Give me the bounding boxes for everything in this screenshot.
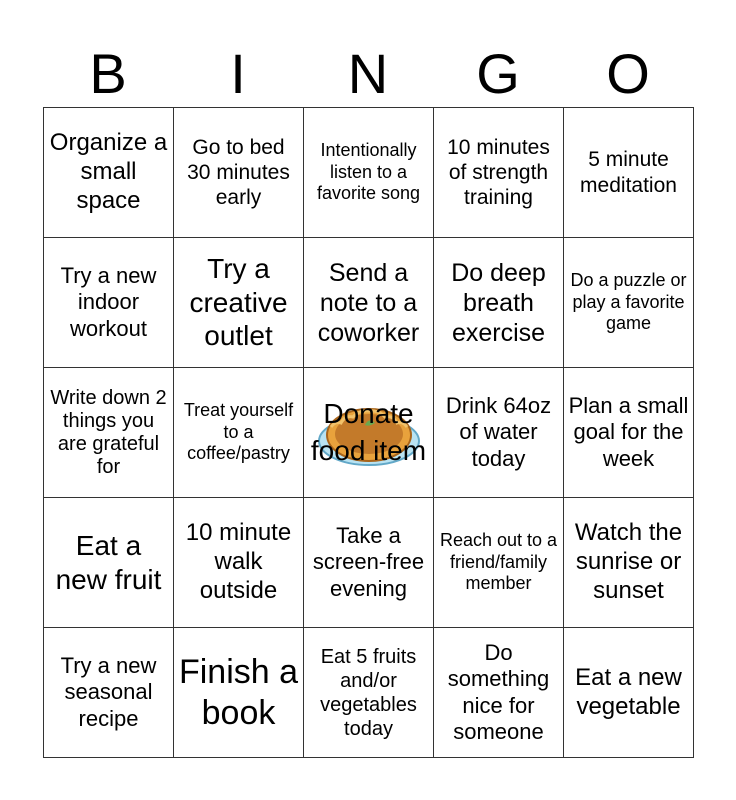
cell-text: Plan a small goal for the week (568, 392, 689, 471)
bingo-header (43, 40, 693, 108)
bingo-cell-r1c3[interactable] (304, 108, 434, 238)
cell-text: Take a screen-free evening (312, 522, 425, 601)
cell-text: Intentionally listen to a favorite song (316, 140, 421, 204)
bingo-cell-r1c1[interactable] (44, 108, 174, 238)
bingo-cell-r1c5[interactable] (564, 108, 694, 238)
cell-text: 5 minute meditation (580, 148, 677, 197)
board-row-3 (44, 368, 694, 498)
cell-text: Eat a new vegetable (575, 663, 682, 720)
cell-text: Try a new seasonal recipe (60, 652, 157, 731)
bingo-board (43, 107, 694, 758)
cell-text: Organize a small space (49, 129, 168, 214)
cell-text: Drink 64oz of water today (445, 392, 552, 471)
cell-text: Try a creative outlet (189, 253, 288, 352)
cell-text: Watch the sunrise or sunset (574, 519, 683, 604)
bingo-cell-r3c1[interactable] (44, 368, 174, 498)
bingo-cell-r2c5[interactable] (564, 238, 694, 368)
header-letter-b: B (89, 42, 127, 105)
cell-text: 10 minutes of strength training (447, 135, 550, 210)
cell-text: Write down 2 things you are grateful for (50, 386, 167, 478)
bingo-cell-r4c5[interactable] (564, 498, 694, 628)
cell-text: Send a note to a coworker (317, 258, 420, 347)
bingo-cell-r1c4[interactable] (434, 108, 564, 238)
header-letter-i: I (230, 42, 246, 105)
bingo-cell-free[interactable] (304, 368, 434, 498)
bingo-cell-r2c4[interactable] (434, 238, 564, 368)
bingo-cell-r5c4[interactable] (434, 628, 564, 758)
header-letter-g: G (476, 42, 520, 105)
cell-text: Treat yourself to a coffee/pastry (183, 400, 294, 464)
cell-text: Eat a new fruit (55, 529, 162, 595)
bingo-cell-r4c2[interactable] (174, 498, 304, 628)
header-letter-n: N (347, 42, 389, 105)
bingo-cell-r4c4[interactable] (434, 498, 564, 628)
bingo-cell-r4c3[interactable] (304, 498, 434, 628)
bingo-cell-r5c5[interactable] (564, 628, 694, 758)
cell-text: 10 minute walk outside (185, 519, 292, 604)
bingo-cell-r5c2[interactable] (174, 628, 304, 758)
bingo-cell-r2c3[interactable] (304, 238, 434, 368)
bingo-cell-r5c3[interactable] (304, 628, 434, 758)
bingo-cell-r3c2[interactable] (174, 368, 304, 498)
cell-text: Eat 5 fruits and/or vegetables today (320, 645, 417, 740)
board-row-1 (44, 108, 694, 238)
cell-text: Do a puzzle or play a favorite game (570, 270, 687, 334)
cell-text: Reach out to a friend/family member (439, 530, 558, 594)
bingo-cell-r3c4[interactable] (434, 368, 564, 498)
bingo-cell-r4c1[interactable] (44, 498, 174, 628)
cell-text: Do something nice for someone (447, 639, 550, 744)
cell-text: Donate food item (310, 397, 427, 466)
bingo-cell-r1c2[interactable] (174, 108, 304, 238)
cell-text: Finish a book (178, 652, 299, 732)
board-row-5 (44, 628, 694, 758)
cell-text: Do deep breath exercise (451, 258, 546, 347)
cell-text: Try a new indoor workout (60, 262, 157, 341)
header-letter-o: O (606, 42, 650, 105)
bingo-cell-r2c2[interactable] (174, 238, 304, 368)
bingo-cell-r3c5[interactable] (564, 368, 694, 498)
cell-text: Go to bed 30 minutes early (187, 135, 290, 210)
bingo-cell-r5c1[interactable] (44, 628, 174, 758)
bingo-cell-r2c1[interactable] (44, 238, 174, 368)
board-row-4 (44, 498, 694, 628)
board-row-2 (44, 238, 694, 368)
